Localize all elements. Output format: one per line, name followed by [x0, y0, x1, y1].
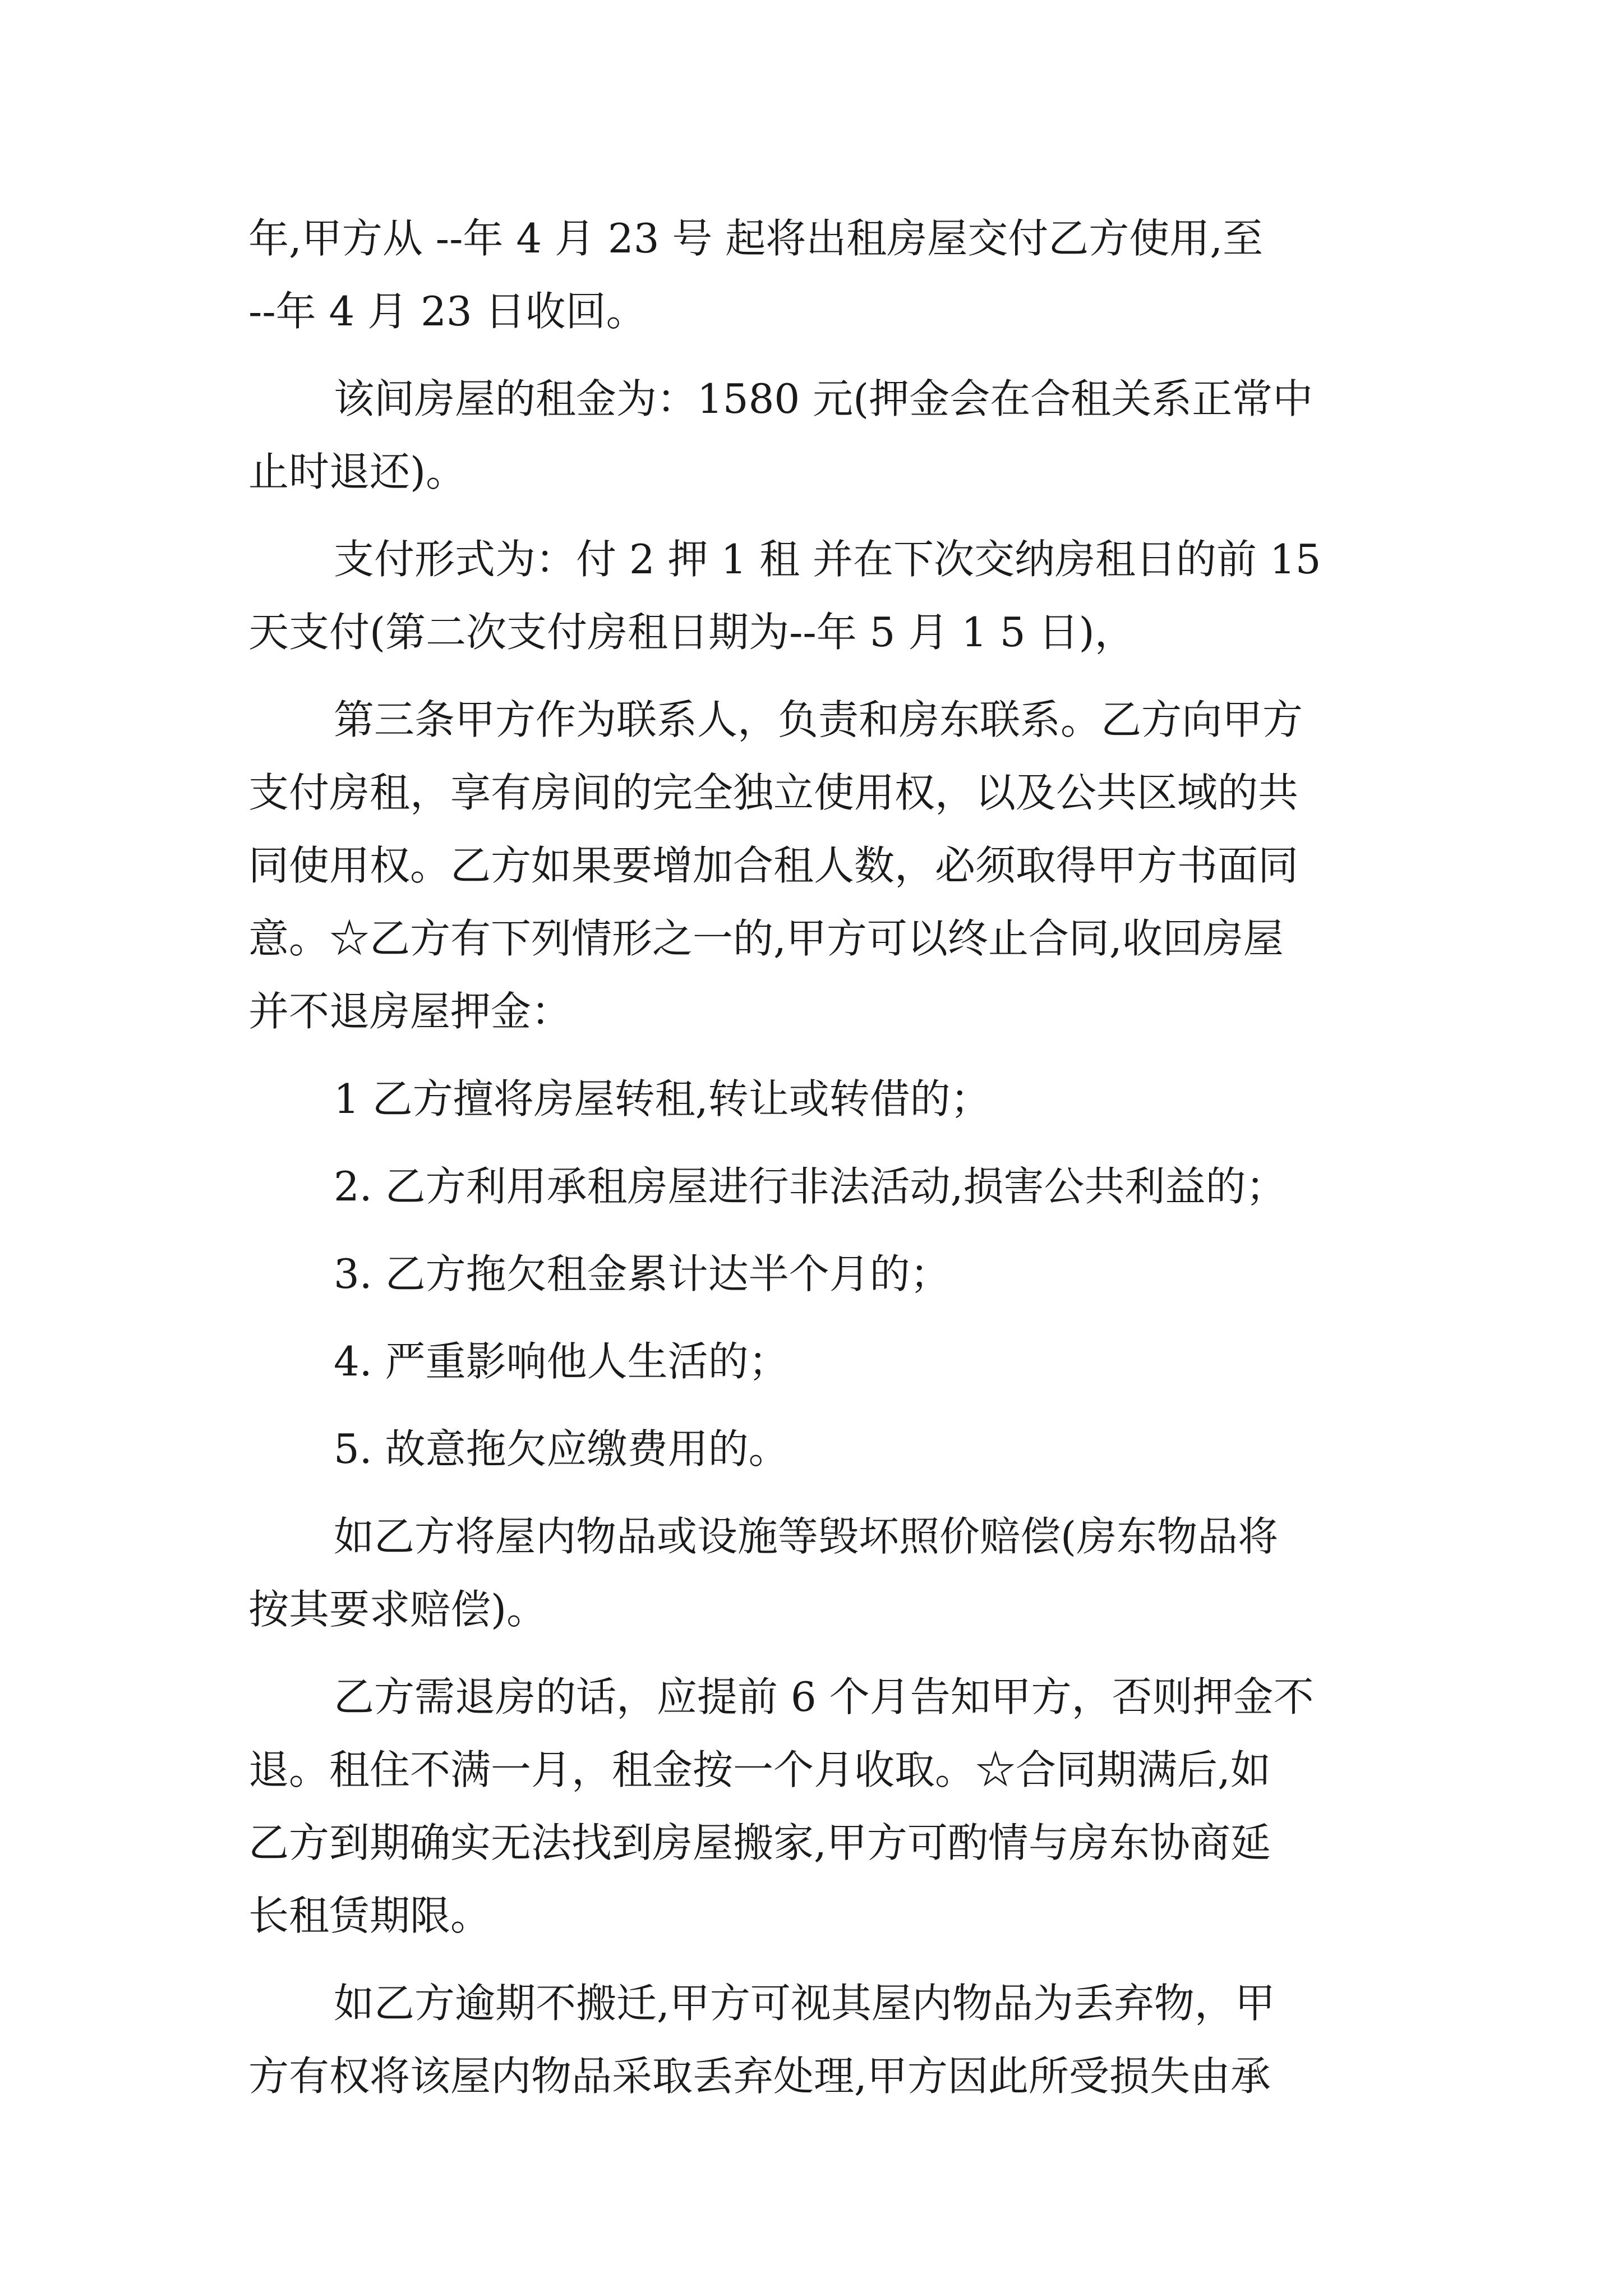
text-line: --年 4 月 23 日收回。 — [248, 288, 647, 335]
text-line: 乙方到期确实无法找到房屋搬家,甲方可酌情与房东协商延 — [248, 1819, 1271, 1866]
text-line: 年,甲方从 --年 4 月 23 号 起将出租房屋交付乙方使用,至 — [248, 215, 1264, 262]
text-line: 方有权将该屋内物品采取丢弃处理,甲方因此所受损失由承 — [248, 2053, 1271, 2100]
text-line: 该间房屋的租金为：1580 元(押金会在合租关系正常中 — [334, 375, 1313, 422]
text-line: 意。☆乙方有下列情形之一的,甲方可以终止合同,收回房屋 — [248, 915, 1284, 962]
text-line: 如乙方逾期不搬迁,甲方可视其屋内物品为丢弃物，甲 — [334, 1980, 1275, 2027]
text-line: 第三条甲方作为联系人，负责和房东联系。乙方向甲方 — [334, 696, 1303, 743]
text-line: 同使用权。乙方如果要增加合租人数，必须取得甲方书面同 — [248, 842, 1299, 889]
list-item: 3. 乙方拖欠租金累计达半个月的； — [334, 1250, 951, 1297]
list-item: 4. 严重影响他人生活的； — [334, 1338, 789, 1385]
text-line: 退。租住不满一月，租金按一个月收取。☆合同期满后,如 — [248, 1746, 1271, 1793]
text-line: 如乙方将屋内物品或设施等毁坏照价赔偿(房东物品将 — [334, 1513, 1279, 1560]
text-line: 并不退房屋押金： — [248, 988, 572, 1035]
text-line: 乙方需退房的话，应提前 6 个月告知甲方，否则押金不 — [334, 1673, 1314, 1720]
list-item: 5. 故意拖欠应缴费用的。 — [334, 1425, 789, 1473]
list-item: 2. 乙方利用承租房屋进行非法活动,损害公共利益的； — [334, 1163, 1287, 1210]
contract-text — [248, 202, 1381, 2113]
text-line: 支付形式为：付 2 押 1 租 并在下次交纳房租日的前 15 — [334, 536, 1321, 583]
list-item: 1 乙方擅将房屋转租,转让或转借的； — [334, 1075, 991, 1122]
text-line: 长租赁期限。 — [248, 1892, 491, 1939]
text-line: 按其要求赔偿)。 — [248, 1586, 547, 1633]
text-line: 支付房租，享有房间的完全独立使用权，以及公共区域的共 — [248, 769, 1299, 816]
text-line: 止时退还)。 — [248, 448, 467, 495]
text-line: 天支付(第二次支付房租日期为--年 5 月 1 5 日)， — [248, 609, 1135, 656]
